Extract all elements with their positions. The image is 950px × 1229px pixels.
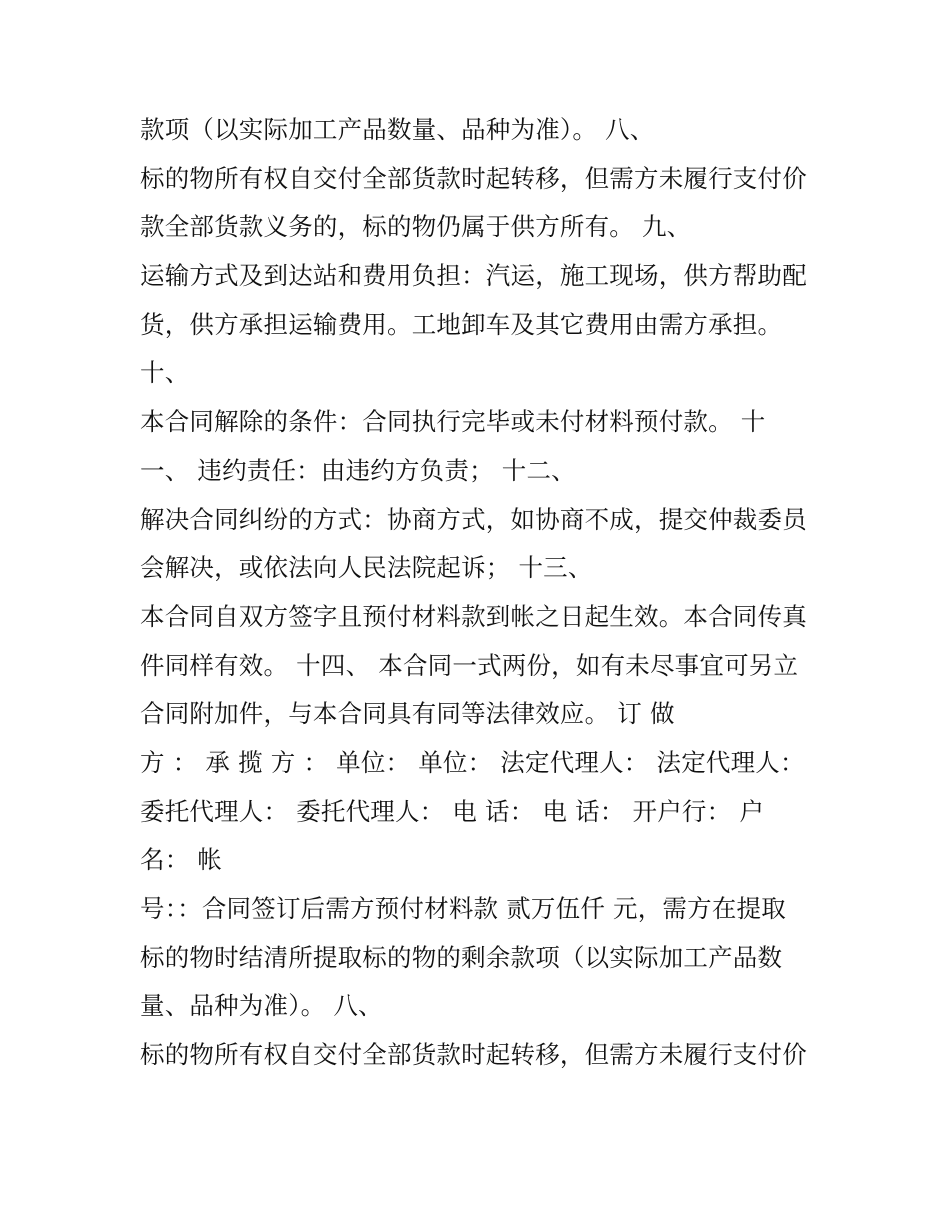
text-line: 方 ： 承 揽 方 ： 单位： 单位： 法定代理人： 法定代理人： [140,747,805,777]
text-line: 本合同自双方签字且预付材料款到帐之日起生效。本合同传真 [140,601,807,631]
text-line: 本合同解除的条件：合同执行完毕或未付材料预付款。 十 [140,407,766,437]
text-line: 标的物时结清所提取标的物的剩余款项（以实际加工产品数 [140,942,783,972]
text-line: 标的物所有权自交付全部货款时起转移，但需方未履行支付价 [140,1040,807,1070]
text-line: 委托代理人： 委托代理人： 电 话： 电 话： 开户行： 户 [140,796,765,826]
text-line: 运输方式及到达站和费用负担：汽运，施工现场，供方帮助配 [140,261,807,291]
text-line: 名： 帐 [140,845,223,875]
text-line: 件同样有效。 十四、 本合同一式两份，如有未尽事宜可另立 [140,650,799,680]
text-line: 会解决，或依法向人民法院起诉； 十三、 [140,553,593,583]
text-line: 解决合同纠纷的方式：协商方式，如协商不成，提交仲裁委员 [140,504,807,534]
contract-text-body [140,106,820,1080]
text-line: 一、 违约责任：由违约方负责； 十二、 [140,455,576,485]
text-line: 合同附加件，与本合同具有同等法律效应。 订 做 [140,699,675,729]
text-line: 量、品种为准）。 八、 [140,991,383,1021]
text-line: 十、 [140,358,190,388]
text-line: 标的物所有权自交付全部货款时起转移，但需方未履行支付价 [140,163,807,193]
text-line: 款全部货款义务的，标的物仍属于供方所有。 九、 [140,212,692,242]
text-line: 货，供方承担运输费用。工地卸车及其它费用由需方承担。 [140,309,783,339]
text-line: 号：：合同签订后需方预付材料款 贰万伍仟 元，需方在提取 [140,894,786,923]
text-line: 款项（以实际加工产品数量、品种为准）。 八、 [140,115,655,144]
